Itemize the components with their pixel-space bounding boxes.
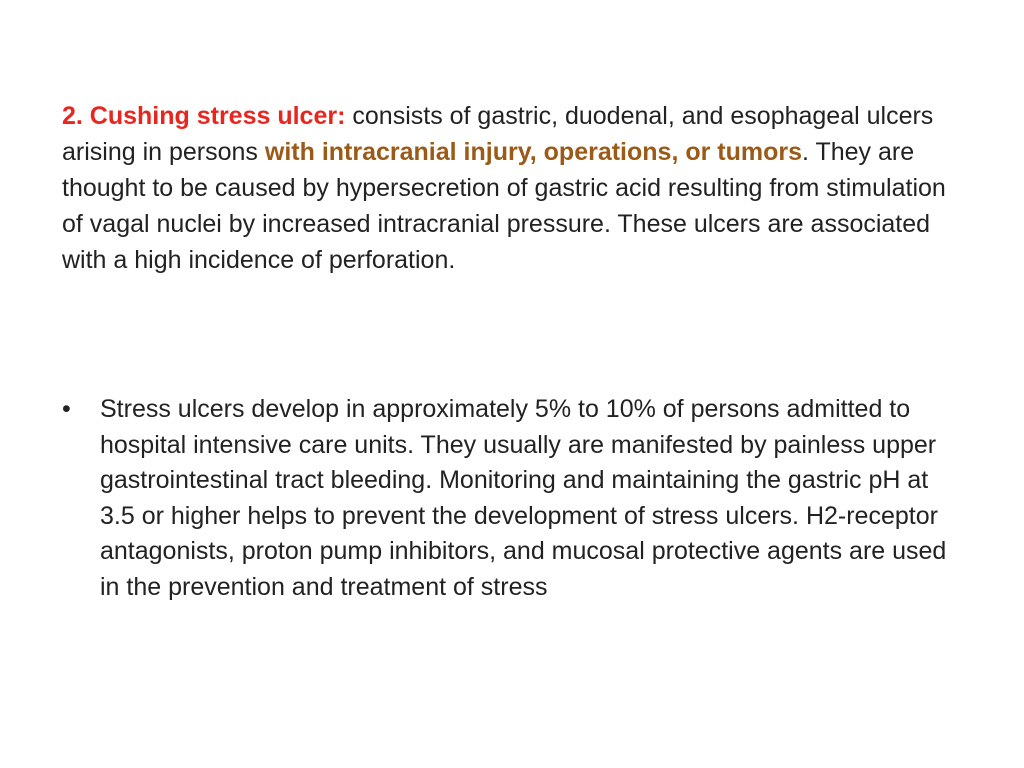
paragraph-text-part-2: . They are thought to be caused by hypersecretion of gastric acid resulting from stimulation of vagal nuclei by increased intracranial pressure. These ulcers are associated with a high incidence of perforation. bbox=[62, 138, 946, 274]
bullet-item-text: Stress ulcers develop in approximately 5% to 10% of persons admitted to hospital intensive care units. They usually are manifested by painless upper gastrointestinal tract bleeding. Monitoring and maintaining the gastric pH at 3.5 or higher helps to prevent the development of stress ulcers. H2-receptor antagonists, proton pump inhibitors, and mucosal protective agents are used in the prevention and treatment of stress bbox=[100, 395, 947, 601]
bullet-marker: • bbox=[62, 395, 71, 423]
cushing-ulcer-paragraph bbox=[62, 98, 962, 278]
paragraph-emphasis: with intracranial injury, operations, or tumors bbox=[264, 138, 803, 166]
paragraph-heading: 2. Cushing stress ulcer: bbox=[62, 102, 346, 130]
bullet-list bbox=[62, 392, 962, 605]
paragraph-text-part-1: consists of gastric, duodenal, and esophageal ulcers arising in persons bbox=[62, 102, 934, 166]
